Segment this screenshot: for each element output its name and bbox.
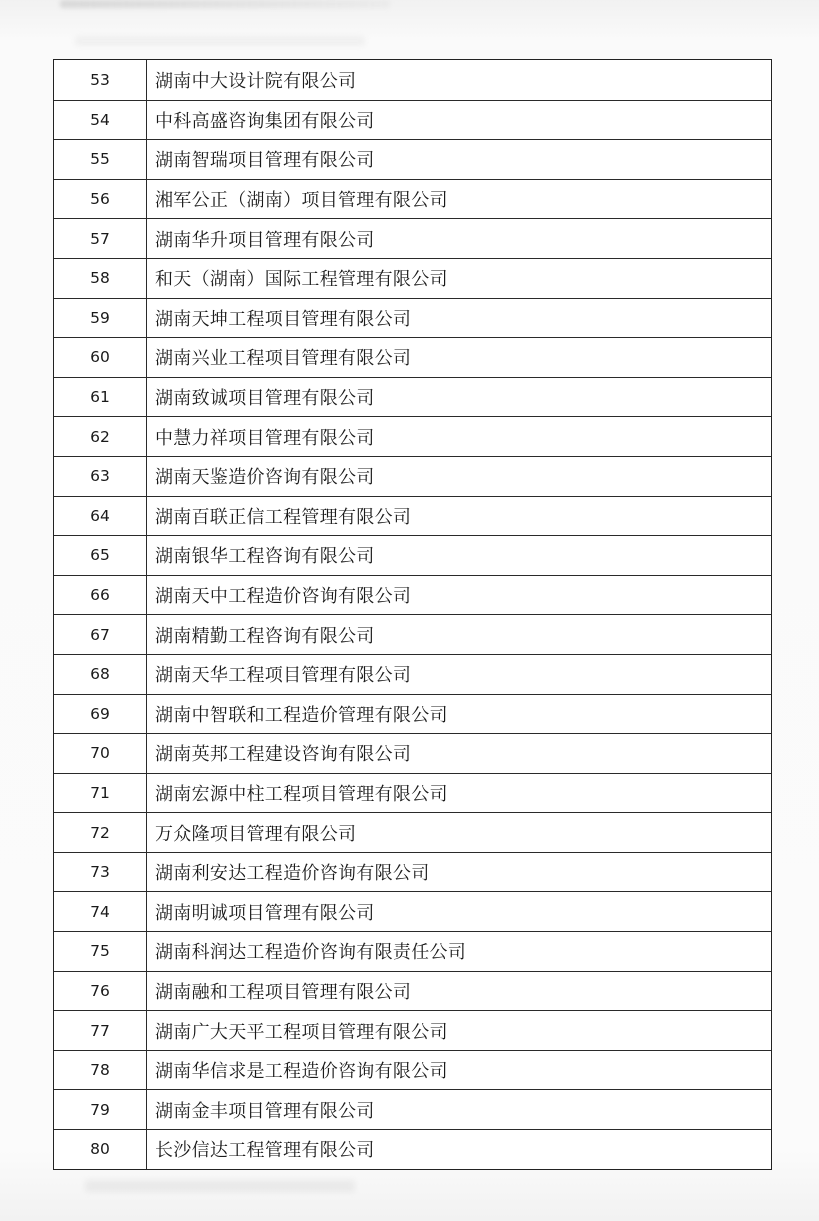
bleed-through-text-bottom xyxy=(85,1180,355,1192)
row-number-cell: 61 xyxy=(54,378,147,417)
row-number-cell: 56 xyxy=(54,180,147,219)
row-number-cell: 54 xyxy=(54,101,147,140)
table-row xyxy=(54,575,771,615)
company-name-cell: 湖南天坤工程项目管理有限公司 xyxy=(155,308,412,330)
row-number-cell: 70 xyxy=(54,734,147,773)
row-number-cell: 60 xyxy=(54,338,147,377)
company-name-cell: 万众隆项目管理有限公司 xyxy=(155,823,357,845)
company-name-cell: 湖南智瑞项目管理有限公司 xyxy=(155,150,375,172)
row-number-cell: 72 xyxy=(54,813,147,852)
row-number-cell: 74 xyxy=(54,892,147,931)
company-name-cell: 和天（湖南）国际工程管理有限公司 xyxy=(155,269,448,291)
company-name-cell: 湖南中智联和工程造价管理有限公司 xyxy=(155,704,448,726)
company-name-cell: 湖南宏源中柱工程项目管理有限公司 xyxy=(155,783,448,805)
table-row xyxy=(54,733,771,773)
row-number-cell: 73 xyxy=(54,853,147,892)
row-number-cell: 65 xyxy=(54,536,147,575)
company-name-cell: 中慧力祥项目管理有限公司 xyxy=(155,427,375,449)
company-name-cell: 湖南百联正信工程管理有限公司 xyxy=(155,506,412,528)
company-list-table xyxy=(53,59,772,1170)
table-row xyxy=(54,60,771,100)
company-name-cell: 湖南精勤工程咨询有限公司 xyxy=(155,625,375,647)
company-name-cell: 湘军公正（湖南）项目管理有限公司 xyxy=(155,190,448,212)
row-number-cell: 68 xyxy=(54,655,147,694)
company-name-cell: 湖南兴业工程项目管理有限公司 xyxy=(155,348,412,370)
company-name-cell: 湖南明诚项目管理有限公司 xyxy=(155,902,375,924)
table-row xyxy=(54,971,771,1011)
table-row xyxy=(54,1089,771,1129)
table-row xyxy=(54,891,771,931)
table-row xyxy=(54,654,771,694)
company-name-cell: 湖南天鉴造价咨询有限公司 xyxy=(155,467,375,489)
table-row xyxy=(54,218,771,258)
table-row xyxy=(54,456,771,496)
row-number-cell: 59 xyxy=(54,299,147,338)
table-row xyxy=(54,298,771,338)
row-number-cell: 67 xyxy=(54,615,147,654)
table-row xyxy=(54,1010,771,1050)
bleed-through-text-top xyxy=(60,0,390,8)
row-number-cell: 63 xyxy=(54,457,147,496)
table-row xyxy=(54,337,771,377)
company-name-cell: 湖南金丰项目管理有限公司 xyxy=(155,1100,375,1122)
table-row xyxy=(54,496,771,536)
table-row xyxy=(54,931,771,971)
table-row xyxy=(54,1050,771,1090)
table-row xyxy=(54,416,771,456)
table-row xyxy=(54,258,771,298)
row-number-cell: 69 xyxy=(54,695,147,734)
company-name-cell: 湖南广大天平工程项目管理有限公司 xyxy=(155,1021,448,1043)
company-name-cell: 湖南英邦工程建设咨询有限公司 xyxy=(155,744,412,766)
company-name-cell: 湖南融和工程项目管理有限公司 xyxy=(155,981,412,1003)
company-name-cell: 湖南中大设计院有限公司 xyxy=(155,70,357,92)
company-name-cell: 湖南华信求是工程造价咨询有限公司 xyxy=(155,1061,448,1083)
company-name-cell: 中科高盛咨询集团有限公司 xyxy=(155,110,375,132)
row-number-cell: 78 xyxy=(54,1051,147,1090)
table-row xyxy=(54,535,771,575)
company-name-cell: 湖南天华工程项目管理有限公司 xyxy=(155,665,412,687)
row-number-cell: 71 xyxy=(54,774,147,813)
row-number-cell: 66 xyxy=(54,576,147,615)
table-row xyxy=(54,100,771,140)
row-number-cell: 64 xyxy=(54,497,147,536)
row-number-cell: 55 xyxy=(54,140,147,179)
company-name-cell: 湖南科润达工程造价咨询有限责任公司 xyxy=(155,942,467,964)
company-name-cell: 湖南银华工程咨询有限公司 xyxy=(155,546,375,568)
row-number-cell: 79 xyxy=(54,1090,147,1129)
table-row xyxy=(54,377,771,417)
table-row xyxy=(54,852,771,892)
row-number-cell: 77 xyxy=(54,1011,147,1050)
table-row xyxy=(54,179,771,219)
company-name-cell: 湖南致诚项目管理有限公司 xyxy=(155,388,375,410)
bleed-through-text-top-2 xyxy=(75,36,365,46)
row-number-cell: 53 xyxy=(54,60,147,100)
company-name-cell: 湖南利安达工程造价咨询有限公司 xyxy=(155,863,430,885)
table-row xyxy=(54,694,771,734)
table-row xyxy=(54,773,771,813)
company-name-cell: 湖南华升项目管理有限公司 xyxy=(155,229,375,251)
table-row xyxy=(54,614,771,654)
table-row xyxy=(54,1129,771,1169)
row-number-cell: 62 xyxy=(54,417,147,456)
company-name-cell: 长沙信达工程管理有限公司 xyxy=(155,1140,375,1162)
row-number-cell: 57 xyxy=(54,219,147,258)
table-row xyxy=(54,812,771,852)
row-number-cell: 76 xyxy=(54,972,147,1011)
row-number-cell: 80 xyxy=(54,1130,147,1169)
row-number-cell: 75 xyxy=(54,932,147,971)
table-row xyxy=(54,139,771,179)
company-name-cell: 湖南天中工程造价咨询有限公司 xyxy=(155,586,412,608)
row-number-cell: 58 xyxy=(54,259,147,298)
